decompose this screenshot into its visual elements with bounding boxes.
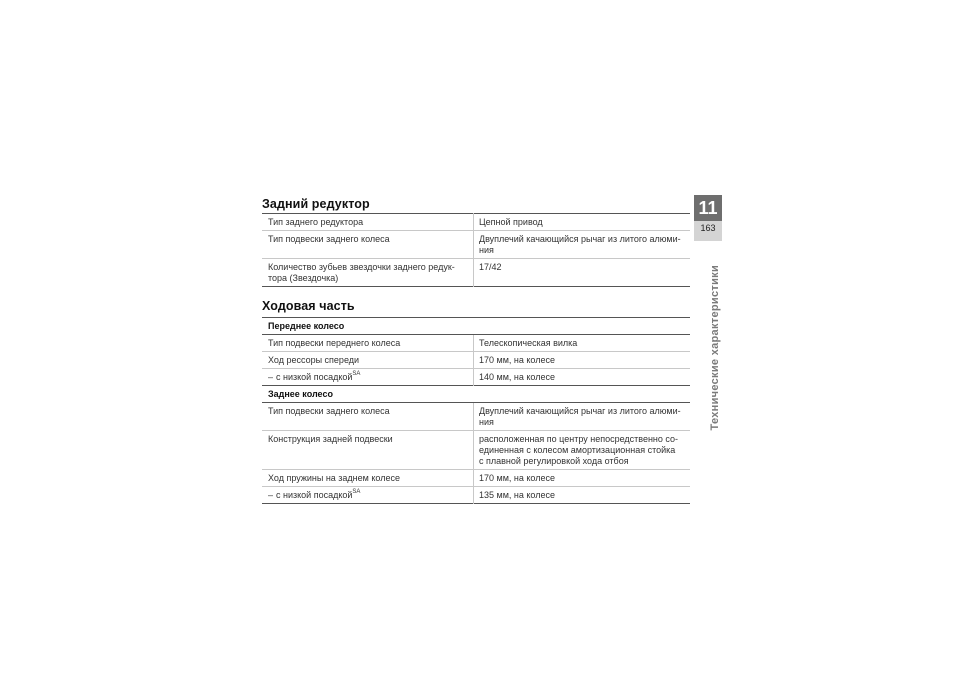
row-value: 140 мм, на колесе <box>474 369 691 386</box>
chapter-title: Технические характеристики <box>709 265 721 431</box>
table-row <box>262 487 690 504</box>
table-row <box>262 470 690 487</box>
row-label: Конструкция задней подвески <box>262 431 474 470</box>
chassis-table <box>262 317 690 504</box>
row-label: Количество зубьев звездочки заднего редук- тора (Звездочка) <box>262 259 474 287</box>
row-value: 170 мм, на колесе <box>474 470 691 487</box>
table-row <box>262 369 690 386</box>
chapter-number: 11 <box>698 198 718 218</box>
subheading-front-wheel <box>262 318 690 335</box>
row-value: 135 мм, на колесе <box>474 487 691 504</box>
table-row <box>262 352 690 369</box>
low-seat-label: с низкой посадкой <box>276 490 353 500</box>
row-label: Тип подвески переднего колеса <box>262 335 474 352</box>
page-number: 163 <box>694 221 722 241</box>
chapter-tab <box>694 195 722 241</box>
table-row <box>262 431 690 470</box>
sa-superscript: SA <box>352 371 361 377</box>
row-value: Двуплечий качающийся рычаг из литого алюми- ния <box>474 403 691 431</box>
table-row <box>262 231 690 259</box>
dash-marker: – <box>268 490 274 500</box>
rear-drive-table <box>262 213 690 287</box>
page-content <box>262 195 690 504</box>
section-title-rear-drive: Задний редуктор <box>262 197 370 211</box>
row-value: 17/42 <box>474 259 691 287</box>
chapter-title-vertical <box>708 265 722 445</box>
subheading-rear-wheel <box>262 386 690 403</box>
row-value: Телескопическая вилка <box>474 335 691 352</box>
row-value: расположенная по центру непосредственно со- единенная с колесом амортизационная стойка с плавной регулировкой хода отбоя <box>474 431 691 470</box>
row-value: 170 мм, на колесе <box>474 352 691 369</box>
table-row <box>262 259 690 287</box>
subheading-label: Заднее колесо <box>262 386 690 403</box>
row-label-low-seat <box>262 369 474 386</box>
row-label-low-seat <box>262 487 474 504</box>
row-label: Ход рессоры спереди <box>262 352 474 369</box>
low-seat-label: с низкой посадкой <box>276 372 353 382</box>
row-label: Тип подвески заднего колеса <box>262 231 474 259</box>
sa-superscript: SA <box>352 489 361 495</box>
table-row <box>262 335 690 352</box>
section-title-chassis: Ходовая часть <box>262 299 355 313</box>
dash-marker: – <box>268 372 274 382</box>
table-row <box>262 214 690 231</box>
row-value: Двуплечий качающийся рычаг из литого алюми- ния <box>474 231 691 259</box>
row-label: Ход пружины на заднем колесе <box>262 470 474 487</box>
row-label: Тип заднего редуктора <box>268 217 364 227</box>
row-value: Цепной привод <box>474 214 691 231</box>
table-row <box>262 403 690 431</box>
row-label: Тип подвески заднего колеса <box>262 403 474 431</box>
subheading-label: Переднее колесо <box>268 321 345 331</box>
